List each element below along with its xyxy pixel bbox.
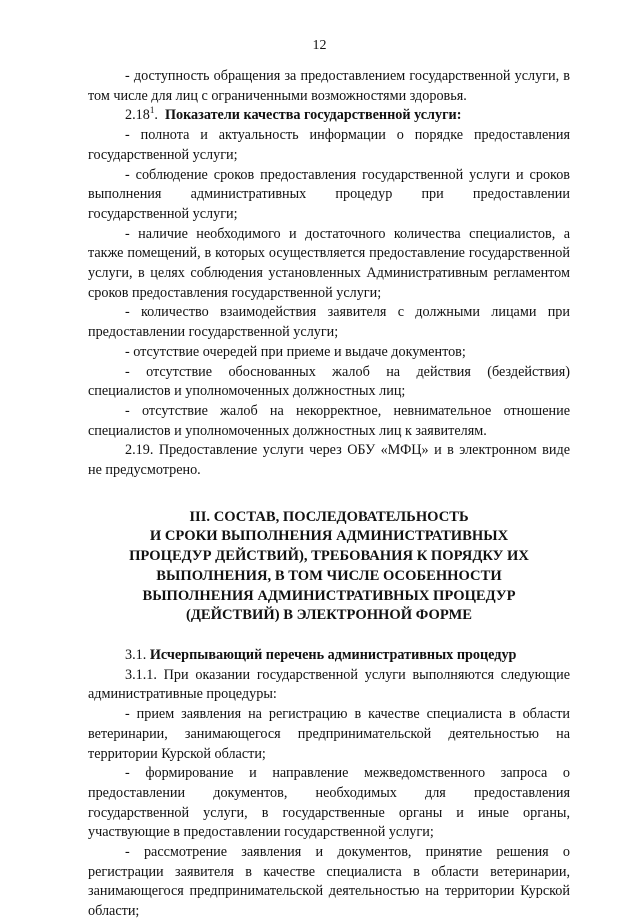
clause-heading: Показатели качества государственной услуги:: [164, 107, 462, 124]
paragraph-3-1-heading: [88, 646, 570, 666]
paragraph-review-decision: - рассмотрение заявления и документов, принятие решения о регистрации заявителя в качестве специалиста в области ветеринарии, занимающегося предпринимательской деятельностью на территории Курской области;: [88, 844, 570, 920]
section-heading: III. СОСТАВ, ПОСЛЕДОВАТЕЛЬНОСТЬ И СРОКИ ВЫПОЛНЕНИЯ АДМИНИСТРАТИВНЫХ ПРОЦЕДУР ДЕЙСТВИЙ), ТРЕБОВАНИЯ К ПОРЯДКУ ИХ ВЫПОЛНЕНИЯ, В ТОМ ЧИСЛЕ ОСОБЕННОСТИ ВЫПОЛНЕНИЯ АДМИНИСТРАТИВНЫХ ПРОЦЕДУР (ДЕЙСТВИЙ) В ЭЛЕКТРОННОЙ ФОРМЕ: [129, 508, 529, 624]
clause-number: 2.18: [125, 107, 150, 124]
paragraph-3-1-1: 3.1.1. При оказании государственной услуги выполняются следующие административные процедуры:: [88, 666, 570, 703]
paragraph-interactions: - количество взаимодействия заявителя с должными лицами при предоставлении государственной услуги;: [88, 304, 570, 341]
paragraph-no-incorrect: - отсутствие жалоб на некорректное, невнимательное отношение специалистов и уполномоченных должностных лиц к заявителям.: [88, 402, 570, 439]
paragraph-no-complaints: - отсутствие обоснованных жалоб на действия (бездействия) специалистов и уполномоченных должностных лиц;: [88, 363, 570, 400]
paragraph-accessibility: - доступность обращения за предоставлением государственной услуги, в том числе для лиц с ограниченными возможностями здоровья.: [88, 68, 570, 104]
paragraph-no-queues: - отсутствие очередей при приеме и выдаче документов;: [125, 343, 466, 360]
paragraph-application: - прием заявления на регистрацию в качестве специалиста в области ветеринарии, занимающегося предпринимательской деятельностью на территории Курской области;: [88, 706, 570, 762]
paragraph-specialists: - наличие необходимого и достаточного количества специалистов, а также помещений, в которых осуществляется предоставление государственной услуги, в целях соблюдения установленных Административным регламентом сроков предоставления государственной услуги;: [88, 225, 570, 301]
page-content: [88, 67, 570, 922]
paragraph-interagency-request: - формирование и направление межведомственного запроса о предоставлении документов, необходимых для предоставления государственной услуги, в государственные органы и иные органы, участвующие в предоставлении государственной услуги;: [88, 765, 570, 841]
paragraph-2-18-1-heading: 2.18$^1$. Показатели качества государственной услуги:: [125, 105, 462, 124]
paragraph-completeness: - полнота и актуальность информации о порядке предоставления государственной услуги;: [88, 127, 570, 163]
page-number: 12: [312, 38, 327, 53]
clause-superscript: 1: [149, 105, 155, 116]
paragraph-2-19: 2.19. Предоставление услуги через ОБУ «МФЦ» и в электронном виде не предусмотрено.: [88, 442, 570, 479]
subsection-number: 3.1.: [125, 646, 147, 663]
subsection-heading: Исчерпывающий перечень административных процедур: [149, 646, 517, 663]
paragraph-deadlines: - соблюдение сроков предоставления государственной услуги и сроков выполнения административных процедур при предоставлении государственной услуги;: [88, 166, 570, 222]
